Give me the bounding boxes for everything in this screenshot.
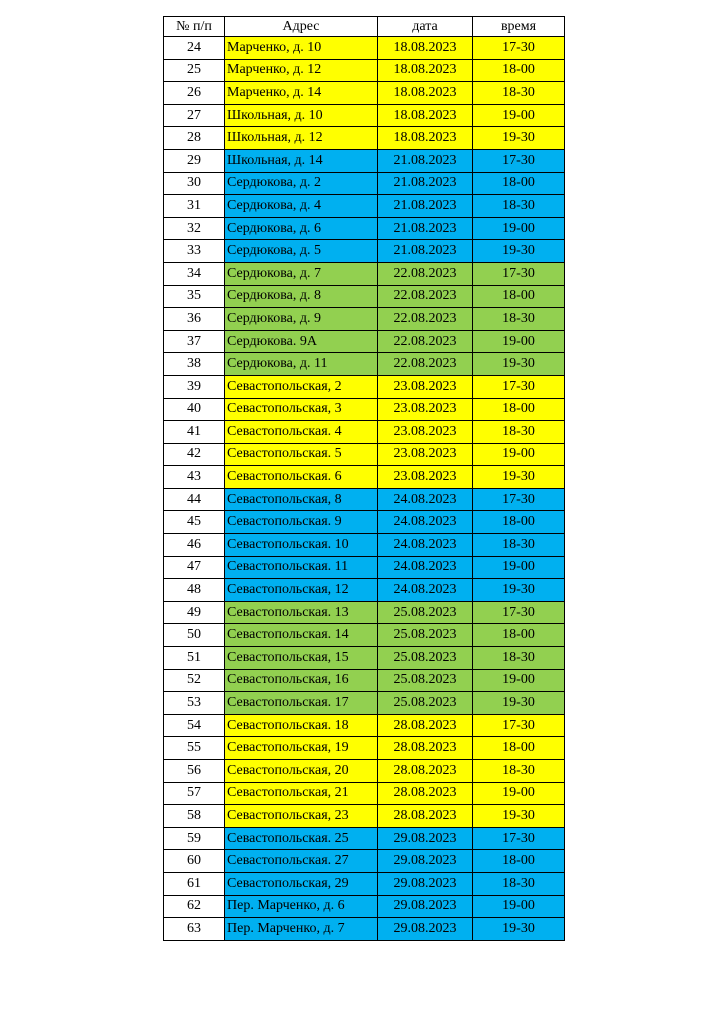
date-cell: 28.08.2023 bbox=[378, 714, 473, 737]
row-number-cell: 36 bbox=[164, 308, 225, 331]
date-cell: 18.08.2023 bbox=[378, 127, 473, 150]
table-header bbox=[164, 17, 565, 37]
header-num: № п/п bbox=[164, 17, 225, 37]
table-row bbox=[164, 37, 565, 60]
time-cell: 19-00 bbox=[473, 330, 565, 353]
address-cell: Пер. Марченко, д. 7 bbox=[225, 918, 378, 941]
time-cell: 19-30 bbox=[473, 579, 565, 602]
address-cell: Сердюкова, д. 11 bbox=[225, 353, 378, 376]
row-number-cell: 42 bbox=[164, 443, 225, 466]
time-cell: 19-00 bbox=[473, 669, 565, 692]
row-number-cell: 28 bbox=[164, 127, 225, 150]
date-cell: 25.08.2023 bbox=[378, 669, 473, 692]
table-row bbox=[164, 488, 565, 511]
table-row bbox=[164, 782, 565, 805]
address-cell: Севастопольская, 12 bbox=[225, 579, 378, 602]
row-number-cell: 50 bbox=[164, 624, 225, 647]
row-number-cell: 57 bbox=[164, 782, 225, 805]
time-cell: 19-30 bbox=[473, 240, 565, 263]
date-cell: 24.08.2023 bbox=[378, 488, 473, 511]
address-cell: Школьная, д. 10 bbox=[225, 104, 378, 127]
time-cell: 17-30 bbox=[473, 827, 565, 850]
row-number-cell: 38 bbox=[164, 353, 225, 376]
address-cell: Севастопольская, 15 bbox=[225, 647, 378, 670]
time-cell: 18-00 bbox=[473, 59, 565, 82]
address-cell: Севастопольская. 25 bbox=[225, 827, 378, 850]
table-row bbox=[164, 59, 565, 82]
date-cell: 24.08.2023 bbox=[378, 556, 473, 579]
date-cell: 24.08.2023 bbox=[378, 511, 473, 534]
row-number-cell: 63 bbox=[164, 918, 225, 941]
date-cell: 23.08.2023 bbox=[378, 466, 473, 489]
time-cell: 17-30 bbox=[473, 714, 565, 737]
row-number-cell: 51 bbox=[164, 647, 225, 670]
time-cell: 19-00 bbox=[473, 556, 565, 579]
row-number-cell: 49 bbox=[164, 601, 225, 624]
address-cell: Севастопольская, 3 bbox=[225, 398, 378, 421]
date-cell: 28.08.2023 bbox=[378, 782, 473, 805]
date-cell: 23.08.2023 bbox=[378, 421, 473, 444]
date-cell: 18.08.2023 bbox=[378, 82, 473, 105]
address-cell: Севастопольская, 20 bbox=[225, 760, 378, 783]
row-number-cell: 40 bbox=[164, 398, 225, 421]
time-cell: 18-00 bbox=[473, 285, 565, 308]
time-cell: 18-00 bbox=[473, 624, 565, 647]
date-cell: 24.08.2023 bbox=[378, 579, 473, 602]
time-cell: 17-30 bbox=[473, 149, 565, 172]
date-cell: 22.08.2023 bbox=[378, 308, 473, 331]
address-cell: Севастопольская. 5 bbox=[225, 443, 378, 466]
table-row bbox=[164, 579, 565, 602]
address-cell: Школьная, д. 14 bbox=[225, 149, 378, 172]
time-cell: 18-00 bbox=[473, 737, 565, 760]
table-row bbox=[164, 534, 565, 557]
date-cell: 18.08.2023 bbox=[378, 37, 473, 60]
row-number-cell: 32 bbox=[164, 217, 225, 240]
row-number-cell: 24 bbox=[164, 37, 225, 60]
time-cell: 19-00 bbox=[473, 104, 565, 127]
address-cell: Севастопольская, 2 bbox=[225, 375, 378, 398]
row-number-cell: 61 bbox=[164, 872, 225, 895]
table-row bbox=[164, 308, 565, 331]
table-body bbox=[164, 37, 565, 941]
row-number-cell: 27 bbox=[164, 104, 225, 127]
date-cell: 22.08.2023 bbox=[378, 330, 473, 353]
address-cell: Севастопольская, 21 bbox=[225, 782, 378, 805]
row-number-cell: 26 bbox=[164, 82, 225, 105]
table-row bbox=[164, 127, 565, 150]
address-cell: Севастопольская. 18 bbox=[225, 714, 378, 737]
table-row bbox=[164, 195, 565, 218]
time-cell: 19-30 bbox=[473, 805, 565, 828]
row-number-cell: 30 bbox=[164, 172, 225, 195]
time-cell: 19-30 bbox=[473, 918, 565, 941]
time-cell: 18-30 bbox=[473, 82, 565, 105]
date-cell: 21.08.2023 bbox=[378, 195, 473, 218]
row-number-cell: 43 bbox=[164, 466, 225, 489]
row-number-cell: 58 bbox=[164, 805, 225, 828]
address-cell: Севастопольская. 10 bbox=[225, 534, 378, 557]
address-cell: Марченко, д. 14 bbox=[225, 82, 378, 105]
table-row bbox=[164, 285, 565, 308]
header-time: время bbox=[473, 17, 565, 37]
date-cell: 21.08.2023 bbox=[378, 217, 473, 240]
time-cell: 17-30 bbox=[473, 262, 565, 285]
time-cell: 19-30 bbox=[473, 692, 565, 715]
table-row bbox=[164, 872, 565, 895]
address-cell: Сердюкова, д. 2 bbox=[225, 172, 378, 195]
address-cell: Севастопольская, 29 bbox=[225, 872, 378, 895]
table-row bbox=[164, 353, 565, 376]
table-row bbox=[164, 511, 565, 534]
time-cell: 17-30 bbox=[473, 375, 565, 398]
row-number-cell: 54 bbox=[164, 714, 225, 737]
table-row bbox=[164, 375, 565, 398]
date-cell: 25.08.2023 bbox=[378, 647, 473, 670]
time-cell: 19-30 bbox=[473, 466, 565, 489]
date-cell: 21.08.2023 bbox=[378, 172, 473, 195]
row-number-cell: 25 bbox=[164, 59, 225, 82]
date-cell: 22.08.2023 bbox=[378, 262, 473, 285]
address-cell: Севастопольская, 8 bbox=[225, 488, 378, 511]
address-cell: Марченко, д. 10 bbox=[225, 37, 378, 60]
date-cell: 21.08.2023 bbox=[378, 149, 473, 172]
row-number-cell: 39 bbox=[164, 375, 225, 398]
address-cell: Сердюкова, д. 6 bbox=[225, 217, 378, 240]
table-row bbox=[164, 760, 565, 783]
table-row bbox=[164, 217, 565, 240]
row-number-cell: 33 bbox=[164, 240, 225, 263]
table-row bbox=[164, 330, 565, 353]
time-cell: 19-30 bbox=[473, 127, 565, 150]
address-cell: Сердюкова, д. 8 bbox=[225, 285, 378, 308]
row-number-cell: 59 bbox=[164, 827, 225, 850]
table-row bbox=[164, 421, 565, 444]
address-cell: Школьная, д. 12 bbox=[225, 127, 378, 150]
date-cell: 29.08.2023 bbox=[378, 895, 473, 918]
date-cell: 18.08.2023 bbox=[378, 59, 473, 82]
address-cell: Севастопольская. 17 bbox=[225, 692, 378, 715]
header-address: Адрес bbox=[225, 17, 378, 37]
date-cell: 21.08.2023 bbox=[378, 240, 473, 263]
address-cell: Севастопольская, 23 bbox=[225, 805, 378, 828]
address-cell: Сердюкова, д. 9 bbox=[225, 308, 378, 331]
time-cell: 18-30 bbox=[473, 872, 565, 895]
header-row bbox=[164, 17, 565, 37]
address-cell: Севастопольская, 19 bbox=[225, 737, 378, 760]
table-row bbox=[164, 601, 565, 624]
row-number-cell: 55 bbox=[164, 737, 225, 760]
date-cell: 28.08.2023 bbox=[378, 805, 473, 828]
table-row bbox=[164, 172, 565, 195]
table-row bbox=[164, 805, 565, 828]
table-row bbox=[164, 850, 565, 873]
table-row bbox=[164, 737, 565, 760]
date-cell: 23.08.2023 bbox=[378, 398, 473, 421]
address-cell: Севастопольская. 6 bbox=[225, 466, 378, 489]
time-cell: 19-00 bbox=[473, 782, 565, 805]
row-number-cell: 47 bbox=[164, 556, 225, 579]
table-row bbox=[164, 398, 565, 421]
address-cell: Сердюкова, д. 7 bbox=[225, 262, 378, 285]
row-number-cell: 31 bbox=[164, 195, 225, 218]
row-number-cell: 41 bbox=[164, 421, 225, 444]
address-cell: Сердюкова, д. 5 bbox=[225, 240, 378, 263]
table-row bbox=[164, 82, 565, 105]
schedule-table bbox=[163, 16, 565, 941]
table-row bbox=[164, 827, 565, 850]
time-cell: 18-00 bbox=[473, 850, 565, 873]
row-number-cell: 45 bbox=[164, 511, 225, 534]
row-number-cell: 29 bbox=[164, 149, 225, 172]
time-cell: 18-30 bbox=[473, 308, 565, 331]
address-cell: Севастопольская. 14 bbox=[225, 624, 378, 647]
time-cell: 19-00 bbox=[473, 895, 565, 918]
time-cell: 19-00 bbox=[473, 217, 565, 240]
date-cell: 28.08.2023 bbox=[378, 737, 473, 760]
time-cell: 17-30 bbox=[473, 601, 565, 624]
row-number-cell: 48 bbox=[164, 579, 225, 602]
date-cell: 29.08.2023 bbox=[378, 850, 473, 873]
row-number-cell: 56 bbox=[164, 760, 225, 783]
time-cell: 18-30 bbox=[473, 760, 565, 783]
table-row bbox=[164, 692, 565, 715]
time-cell: 19-30 bbox=[473, 353, 565, 376]
date-cell: 22.08.2023 bbox=[378, 353, 473, 376]
time-cell: 19-00 bbox=[473, 443, 565, 466]
table-row bbox=[164, 556, 565, 579]
date-cell: 25.08.2023 bbox=[378, 601, 473, 624]
header-date: дата bbox=[378, 17, 473, 37]
date-cell: 23.08.2023 bbox=[378, 443, 473, 466]
table-row bbox=[164, 262, 565, 285]
address-cell: Севастопольская. 4 bbox=[225, 421, 378, 444]
address-cell: Севастопольская. 11 bbox=[225, 556, 378, 579]
row-number-cell: 52 bbox=[164, 669, 225, 692]
time-cell: 17-30 bbox=[473, 37, 565, 60]
table-row bbox=[164, 624, 565, 647]
address-cell: Марченко, д. 12 bbox=[225, 59, 378, 82]
time-cell: 18-30 bbox=[473, 195, 565, 218]
address-cell: Севастопольская, 16 bbox=[225, 669, 378, 692]
time-cell: 17-30 bbox=[473, 488, 565, 511]
date-cell: 23.08.2023 bbox=[378, 375, 473, 398]
time-cell: 18-30 bbox=[473, 534, 565, 557]
date-cell: 29.08.2023 bbox=[378, 918, 473, 941]
address-cell: Пер. Марченко, д. 6 bbox=[225, 895, 378, 918]
address-cell: Севастопольская. 27 bbox=[225, 850, 378, 873]
table-row bbox=[164, 443, 565, 466]
date-cell: 25.08.2023 bbox=[378, 692, 473, 715]
table-row bbox=[164, 104, 565, 127]
date-cell: 29.08.2023 bbox=[378, 827, 473, 850]
table-row bbox=[164, 149, 565, 172]
table-row bbox=[164, 918, 565, 941]
date-cell: 29.08.2023 bbox=[378, 872, 473, 895]
date-cell: 22.08.2023 bbox=[378, 285, 473, 308]
time-cell: 18-00 bbox=[473, 398, 565, 421]
row-number-cell: 35 bbox=[164, 285, 225, 308]
row-number-cell: 34 bbox=[164, 262, 225, 285]
time-cell: 18-00 bbox=[473, 172, 565, 195]
time-cell: 18-30 bbox=[473, 647, 565, 670]
date-cell: 18.08.2023 bbox=[378, 104, 473, 127]
row-number-cell: 62 bbox=[164, 895, 225, 918]
address-cell: Сердюкова. 9А bbox=[225, 330, 378, 353]
date-cell: 28.08.2023 bbox=[378, 760, 473, 783]
schedule-sheet bbox=[163, 16, 564, 941]
time-cell: 18-00 bbox=[473, 511, 565, 534]
table-row bbox=[164, 669, 565, 692]
address-cell: Сердюкова, д. 4 bbox=[225, 195, 378, 218]
time-cell: 18-30 bbox=[473, 421, 565, 444]
row-number-cell: 37 bbox=[164, 330, 225, 353]
row-number-cell: 46 bbox=[164, 534, 225, 557]
row-number-cell: 44 bbox=[164, 488, 225, 511]
table-row bbox=[164, 240, 565, 263]
row-number-cell: 60 bbox=[164, 850, 225, 873]
date-cell: 25.08.2023 bbox=[378, 624, 473, 647]
table-row bbox=[164, 895, 565, 918]
address-cell: Севастопольская. 13 bbox=[225, 601, 378, 624]
date-cell: 24.08.2023 bbox=[378, 534, 473, 557]
address-cell: Севастопольская. 9 bbox=[225, 511, 378, 534]
row-number-cell: 53 bbox=[164, 692, 225, 715]
table-row bbox=[164, 714, 565, 737]
table-row bbox=[164, 647, 565, 670]
table-row bbox=[164, 466, 565, 489]
